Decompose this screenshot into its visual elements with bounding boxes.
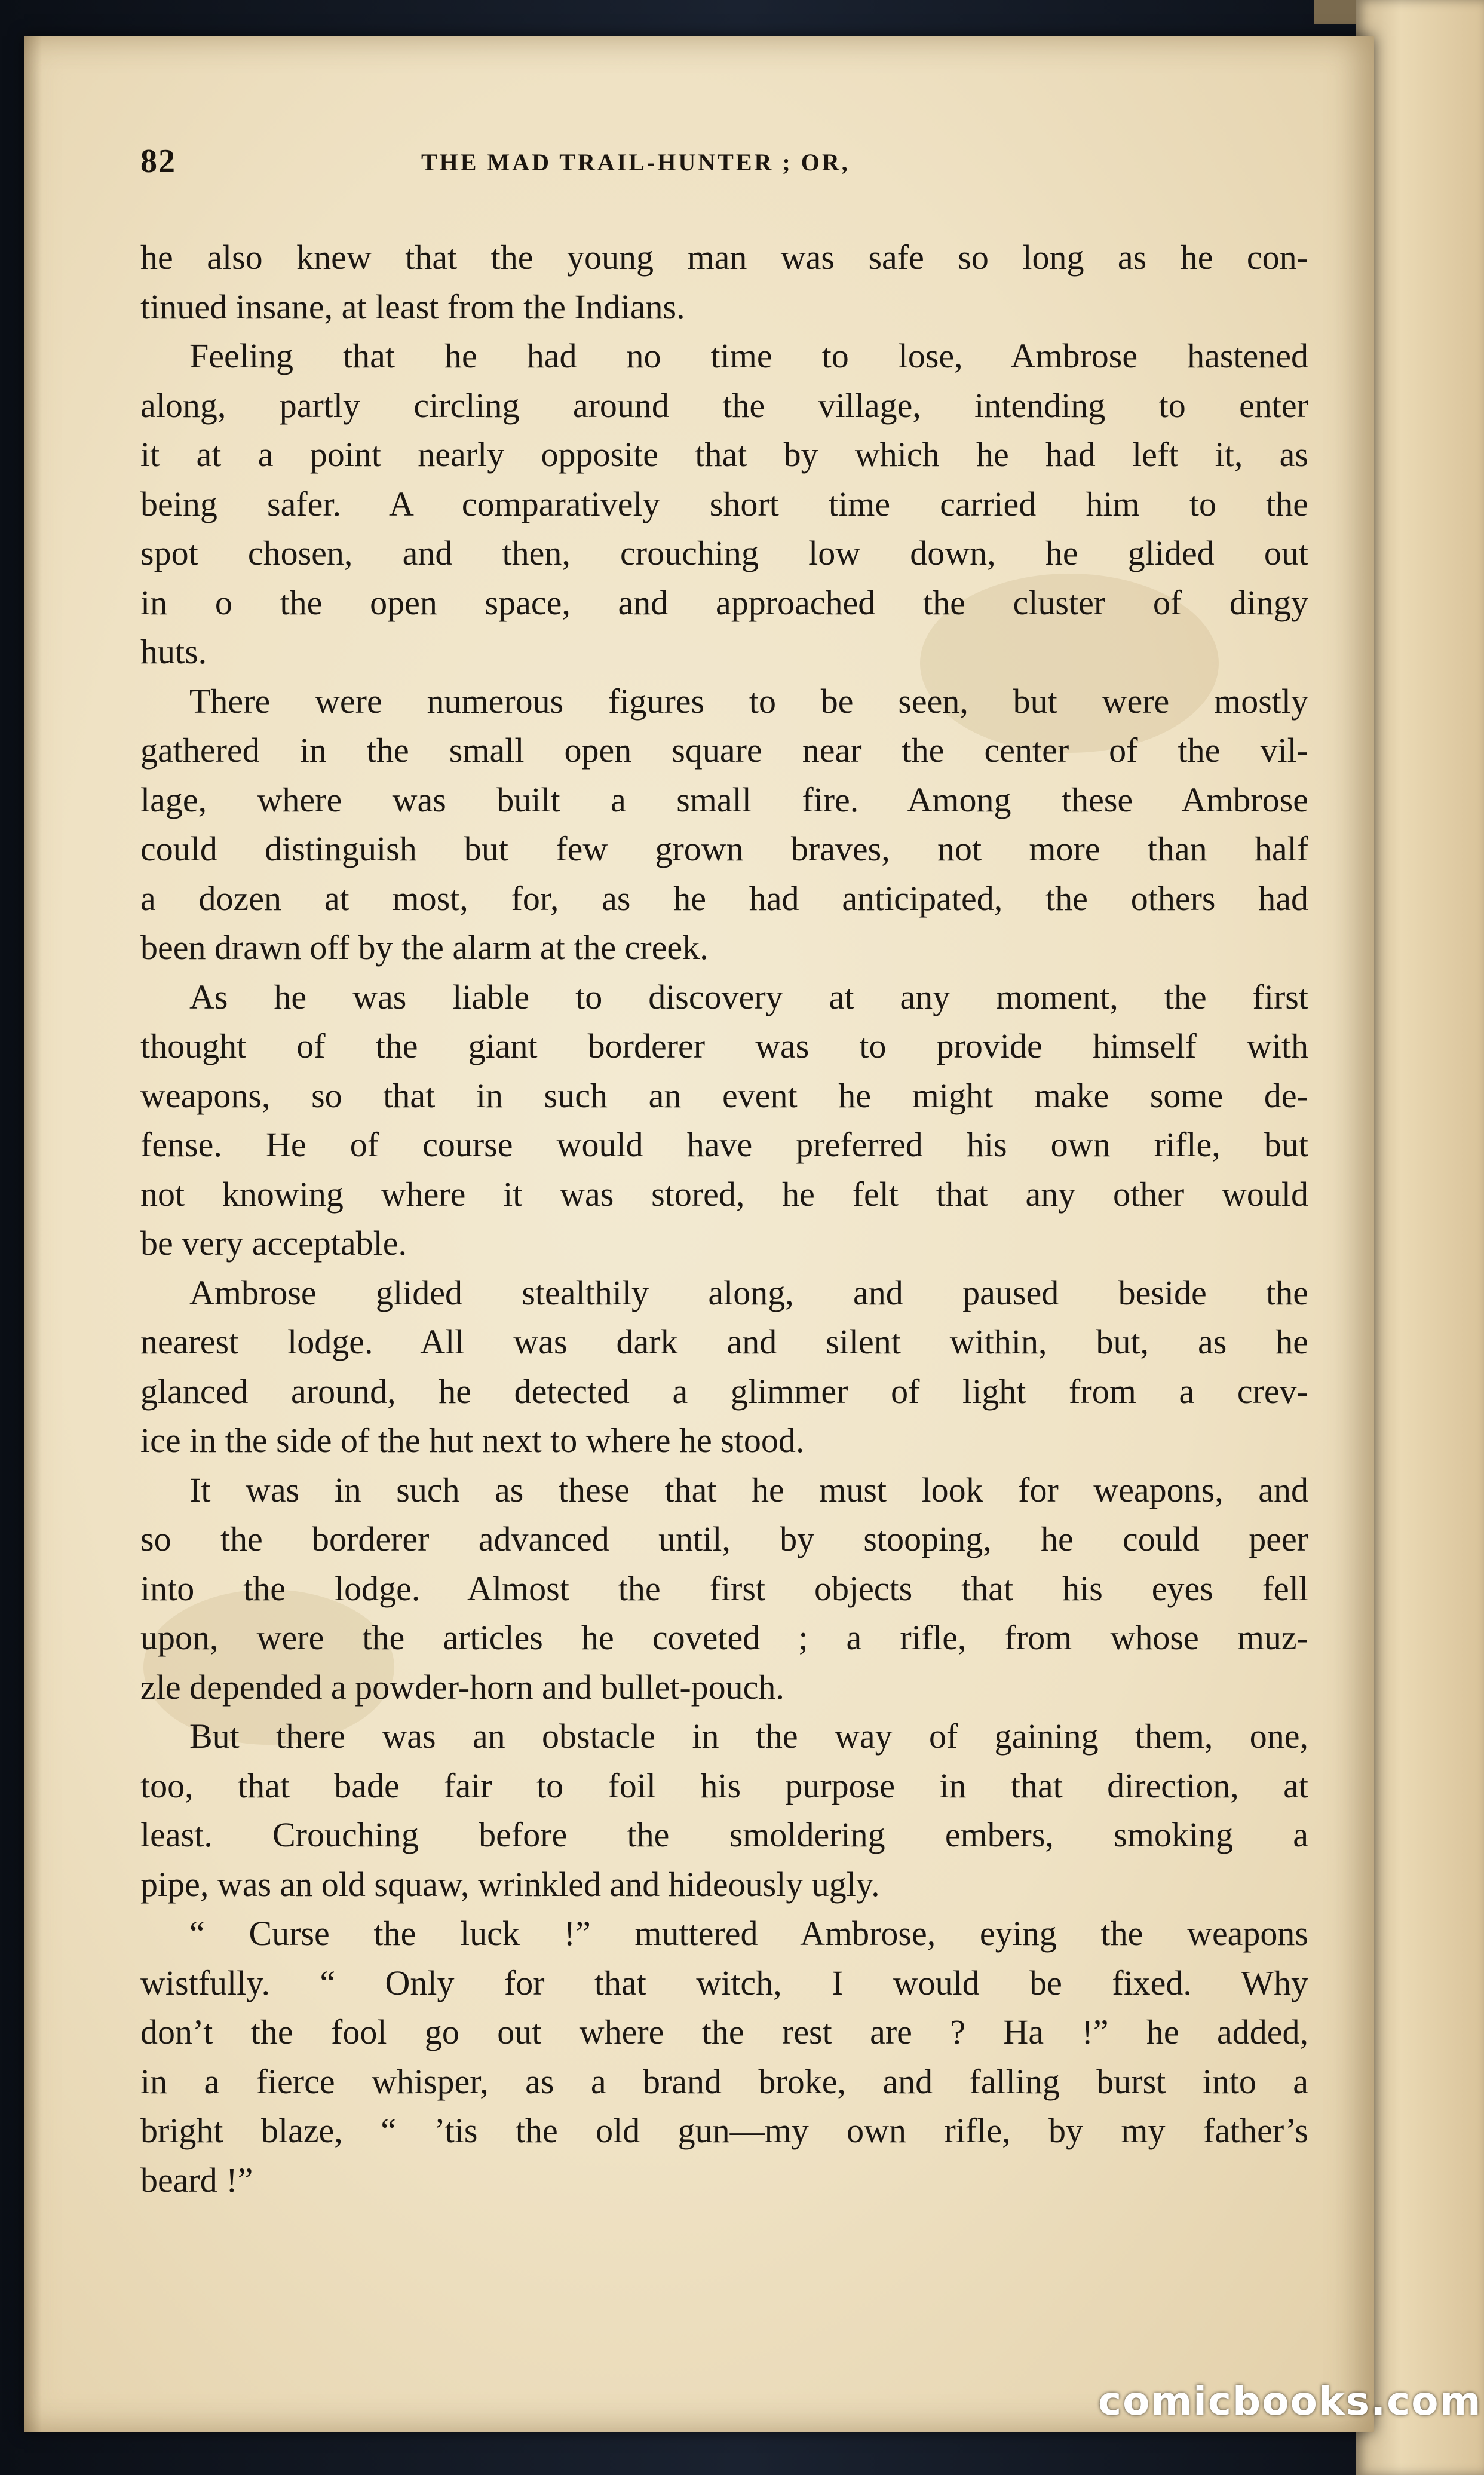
text-line bbox=[140, 874, 1308, 924]
text-line-content: glanced around, he detected a glimmer of light from a crev- bbox=[140, 1371, 1308, 1411]
text-line bbox=[140, 529, 1308, 578]
text-line bbox=[140, 2156, 1308, 2206]
text-line-content: in a fierce whisper, as a brand broke, and falling burst into a bbox=[140, 2062, 1308, 2101]
text-line bbox=[140, 1663, 1308, 1713]
text-line bbox=[140, 627, 1308, 677]
text-line-content: wistfully. “ Only for that witch, I would be fixed. Why bbox=[140, 1963, 1308, 2002]
text-line-content: fense. He of course would have preferred his own rifle, but bbox=[140, 1125, 1308, 1164]
text-line bbox=[140, 1022, 1308, 1071]
text-line-content: been drawn off by the alarm at the creek. bbox=[140, 928, 709, 967]
text-line bbox=[140, 578, 1308, 628]
text-line-content: he also knew that the young man was safe so long as he con- bbox=[140, 238, 1308, 277]
text-line-content: Ambrose glided stealthily along, and paused beside the bbox=[189, 1273, 1308, 1312]
text-line bbox=[140, 480, 1308, 529]
text-line-content: not knowing where it was stored, he felt that any other would bbox=[140, 1174, 1308, 1214]
text-line-content: zle depended a powder-horn and bullet-pouch. bbox=[140, 1667, 784, 1707]
text-line bbox=[140, 1071, 1308, 1121]
text-line-content: least. Crouching before the smoldering embers, smoking a bbox=[140, 1815, 1308, 1854]
text-line-content: pipe, was an old squaw, wrinkled and hideously ugly. bbox=[140, 1864, 880, 1904]
text-line-content: It was in such as these that he must look for weapons, and bbox=[189, 1470, 1308, 1509]
text-line-content: lage, where was built a small fire. Among these Ambrose bbox=[140, 780, 1308, 819]
text-line bbox=[140, 1811, 1308, 1860]
text-line bbox=[140, 973, 1308, 1022]
text-line-content: into the lodge. Almost the first objects that his eyes fell bbox=[140, 1569, 1308, 1608]
text-line bbox=[140, 430, 1308, 480]
text-line bbox=[140, 1120, 1308, 1170]
text-line-content: As he was liable to discovery at any moment, the first bbox=[189, 977, 1308, 1016]
text-line bbox=[140, 1515, 1308, 1564]
text-line bbox=[140, 1959, 1308, 2008]
text-line bbox=[140, 825, 1308, 874]
text-line bbox=[140, 1564, 1308, 1614]
page-gutter-shadow bbox=[24, 36, 42, 2432]
text-line-content: tinued insane, at least from the Indians. bbox=[140, 287, 685, 326]
text-line bbox=[140, 776, 1308, 825]
text-line bbox=[140, 1219, 1308, 1269]
text-line bbox=[140, 923, 1308, 973]
text-line bbox=[140, 332, 1308, 381]
body-text bbox=[140, 233, 1308, 2205]
text-line bbox=[140, 677, 1308, 727]
text-line-content: beard !” bbox=[140, 2160, 253, 2200]
text-line bbox=[140, 1613, 1308, 1663]
text-line bbox=[140, 1416, 1308, 1466]
text-line bbox=[140, 2106, 1308, 2156]
text-line-content: ice in the side of the hut next to where he stood. bbox=[140, 1421, 805, 1460]
text-line-content: being safer. A comparatively short time carried him to the bbox=[140, 484, 1308, 523]
text-line bbox=[140, 381, 1308, 431]
text-line bbox=[140, 1170, 1308, 1220]
text-line bbox=[140, 1909, 1308, 1959]
text-line-content: But there was an obstacle in the way of gaining them, one, bbox=[189, 1717, 1308, 1756]
text-line-content: gathered in the small open square near the center of the vil- bbox=[140, 731, 1308, 770]
text-line-content: along, partly circling around the village, intending to enter bbox=[140, 385, 1308, 425]
text-line-content: a dozen at most, for, as he had anticipated, the others had bbox=[140, 878, 1308, 918]
text-line-content: too, that bade fair to foil his purpose in that direction, at bbox=[140, 1766, 1308, 1805]
text-line-content: Feeling that he had no time to lose, Ambrose hastened bbox=[189, 336, 1308, 375]
page-number: 82 bbox=[140, 143, 176, 180]
facing-page-edge bbox=[1356, 0, 1484, 2475]
text-line bbox=[140, 283, 1308, 332]
text-line-content: bright blaze, “ ’tis the old gun—my own rifle, by my father’s bbox=[140, 2111, 1308, 2150]
text-line bbox=[140, 2057, 1308, 2107]
text-line bbox=[140, 1712, 1308, 1762]
running-title: THE MAD TRAIL-HUNTER ; OR, bbox=[421, 149, 850, 176]
text-line bbox=[140, 1762, 1308, 1811]
text-line-content: upon, were the articles he coveted ; a rifle, from whose muz- bbox=[140, 1618, 1308, 1657]
text-line-content: so the borderer advanced until, by stooping, he could peer bbox=[140, 1520, 1308, 1558]
text-line bbox=[140, 1466, 1308, 1515]
text-line bbox=[140, 726, 1308, 776]
text-line bbox=[140, 2008, 1308, 2057]
text-line-content: There were numerous figures to be seen, but were mostly bbox=[189, 681, 1308, 721]
watermark: comicbooks.com bbox=[1098, 2378, 1482, 2424]
text-line-content: don’t the fool go out where the rest are ? Ha !” he added, bbox=[140, 2013, 1308, 2051]
text-line bbox=[140, 1860, 1308, 1910]
text-line-content: huts. bbox=[140, 632, 207, 671]
text-line bbox=[140, 1269, 1308, 1318]
page-header bbox=[140, 142, 1323, 184]
text-line-content: weapons, so that in such an event he might make some de- bbox=[140, 1076, 1308, 1115]
text-line-content: be very acceptable. bbox=[140, 1224, 407, 1263]
text-line-content: nearest lodge. All was dark and silent within, but, as he bbox=[140, 1322, 1308, 1361]
text-line-content: thought of the giant borderer was to provide himself with bbox=[140, 1027, 1308, 1065]
text-line-content: spot chosen, and then, crouching low down, he glided out bbox=[140, 534, 1308, 572]
text-line bbox=[140, 1367, 1308, 1417]
text-line bbox=[140, 1318, 1308, 1367]
text-line-content: it at a point nearly opposite that by which he had left it, as bbox=[140, 435, 1308, 474]
text-line-content: in o the open space, and approached the cluster of dingy bbox=[140, 583, 1308, 622]
text-line-content: “ Curse the luck !” muttered Ambrose, eying the weapons bbox=[189, 1914, 1308, 1953]
text-line bbox=[140, 233, 1308, 283]
text-line-content: could distinguish but few grown braves, not more than half bbox=[140, 829, 1308, 868]
